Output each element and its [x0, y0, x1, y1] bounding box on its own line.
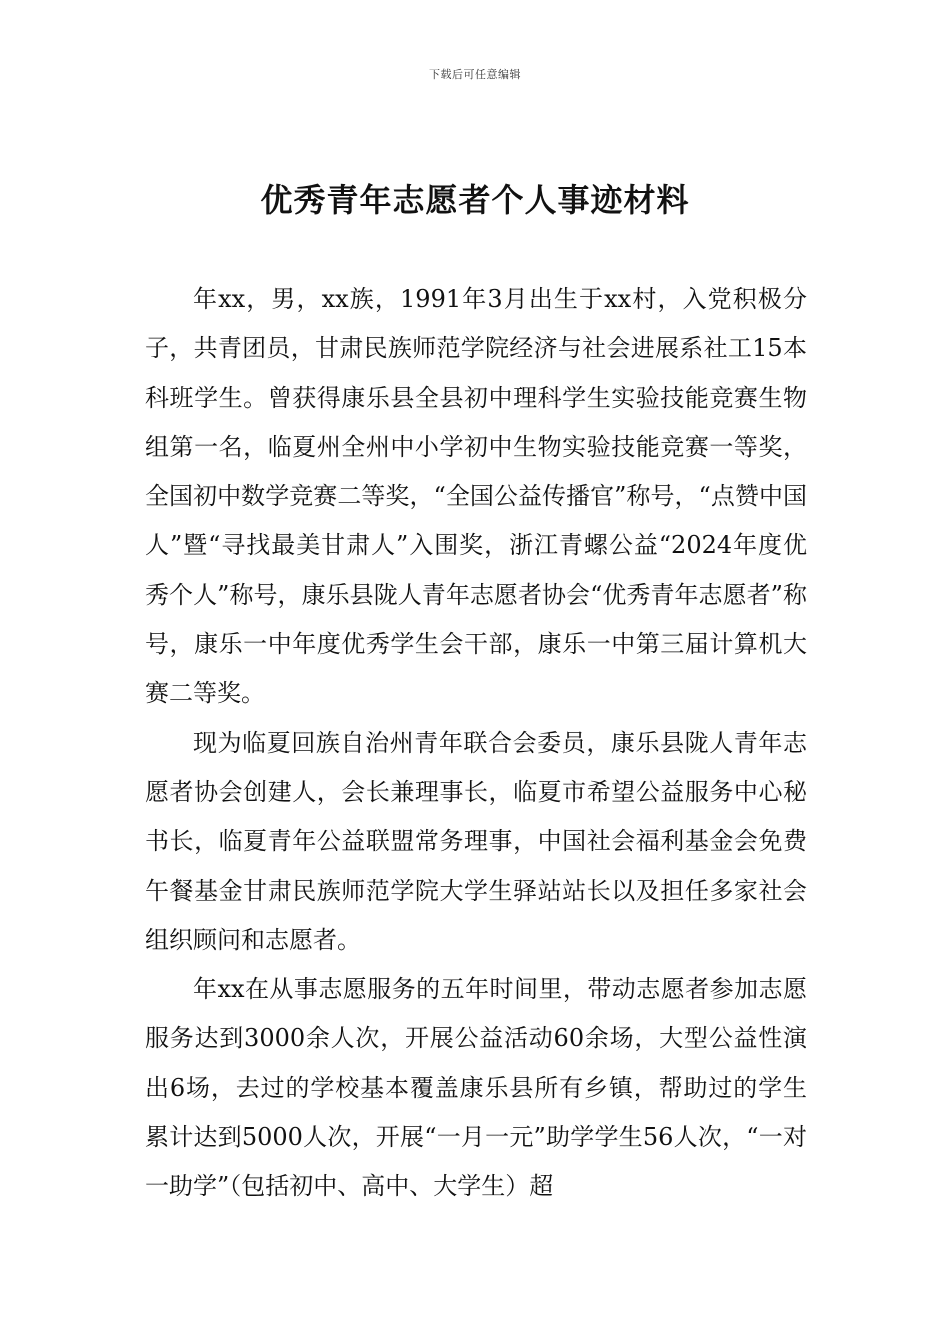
- paragraph-3: 年xx在从事志愿服务的五年时间里，带动志愿者参加志愿服务达到3000余人次，开展公益活动60余场，大型公益性演出6场，去过的学校基本覆盖康乐县所有乡镇，帮助过的学生累计达到5000人次，开展“一月一元”助学学生56人次，“一对一助学”（包括初中、高中、大学生）超: [145, 975, 807, 1201]
- paragraph-2: 现为临夏回族自治州青年联合会委员，康乐县陇人青年志愿者协会创建人，会长兼理事长，临夏市希望公益服务中心秘书长，临夏青年公益联盟常务理事，中国社会福利基金会免费午餐基金甘肃民族师范学院大学生驿站站长以及担任多家社会组织顾问和志愿者。: [145, 728, 807, 954]
- header-note: 下载后可任意编辑: [429, 68, 521, 81]
- document-body: [145, 275, 807, 1212]
- document-title: 优秀青年志愿者个人事迹材料: [260, 181, 690, 219]
- paragraph-1: 年xx，男，xx族，1991年3月出生于xx村，入党积极分子，共青团员，甘肃民族师范学院经济与社会进展系社工15本科班学生。曾获得康乐县全县初中理科学生实验技能竞赛生物组第一名，临夏州全州中小学初中生物实验技能竞赛一等奖，全国初中数学竞赛二等奖，“全国公益传播官”称号，“点赞中国人”暨“寻找最美甘肃人”入围奖，浙江青螺公益“2024年度优秀个人”称号，康乐县陇人青年志愿者协会“优秀青年志愿者”称号，康乐一中年度优秀学生会干部，康乐一中第三届计算机大赛二等奖。: [145, 285, 807, 708]
